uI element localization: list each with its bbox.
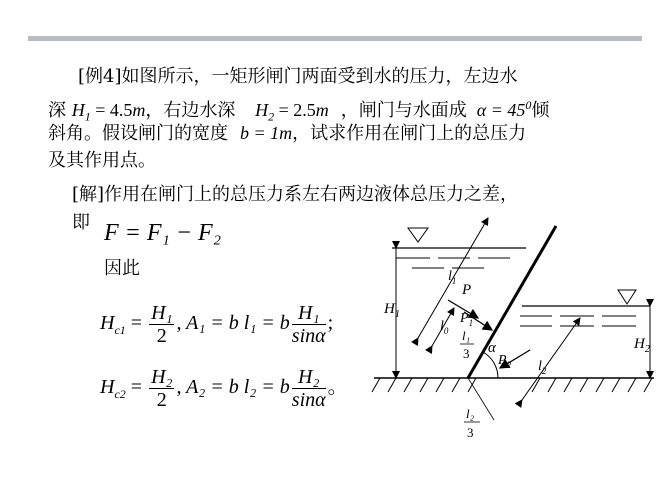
h2-unit: m xyxy=(315,100,329,120)
label-l1-third-denominator: 3 xyxy=(463,346,470,361)
label-l2: $l_2$ xyxy=(538,359,547,376)
h1-unit: m xyxy=(132,100,146,120)
hc2-symbol: H xyxy=(100,376,115,399)
label-h1: $H_1$ xyxy=(384,301,400,320)
force-equation: F = F₁ − F₂ xyxy=(104,220,222,246)
solution-ji: 即 xyxy=(72,212,90,233)
alpha-degree: 0 xyxy=(525,98,532,112)
label-l0: $l_0$ xyxy=(440,319,449,336)
a2-l2-expression: , A₂ = b l₂ = b xyxy=(176,376,290,399)
l2-denominator: sinα xyxy=(291,389,326,411)
example-text-2d: 倾 xyxy=(531,100,550,121)
h2-subscript: 2 xyxy=(268,109,275,124)
width-value: b = 1 xyxy=(240,123,280,143)
l1-numerator: H₁ xyxy=(292,302,326,325)
row1-end: ; xyxy=(327,312,334,335)
label-h2: $H_2$ xyxy=(634,336,650,355)
example-text-2c: ，闸门与水面成 xyxy=(340,100,467,121)
a1-l1-expression: , A₁ = b l₁ = b xyxy=(176,312,290,335)
hc2-subscript: c2 xyxy=(114,387,126,402)
left-water-level-icon xyxy=(408,228,428,242)
label-alpha: α xyxy=(488,340,496,356)
example-text-2b: ，右边水深 xyxy=(145,100,236,121)
hc2-denominator: 2 xyxy=(156,389,167,411)
hc2-eq: = xyxy=(125,376,148,399)
h2-symbol: H xyxy=(255,100,269,120)
label-l1: $l_1$ xyxy=(448,269,457,286)
right-water-level-icon xyxy=(618,290,636,304)
hc1-subscript: c1 xyxy=(114,323,126,338)
label-l2-third-denominator: 3 xyxy=(467,425,474,440)
ground-hatching xyxy=(372,378,652,392)
example-text-3a: 斜角。假设闸门的宽度 xyxy=(48,123,228,144)
solution-yinci: 因此 xyxy=(104,258,140,279)
hc2-numerator: H₂ xyxy=(151,366,173,388)
l2-numerator: H₂ xyxy=(292,366,326,389)
alpha-value: α = 45 xyxy=(476,100,526,120)
label-p1: $P_1$ xyxy=(460,311,474,328)
example-text-2a: 深 xyxy=(48,100,66,121)
left-water-dashes xyxy=(396,258,510,268)
hc1-numerator: H₁ xyxy=(151,302,173,324)
label-l1-third-numerator: l₁ xyxy=(462,328,471,343)
h2-value: = 2.5 xyxy=(274,100,316,120)
l1-denominator: sinα xyxy=(291,325,326,347)
gate-plate xyxy=(468,226,556,378)
example-tag: [例4] xyxy=(78,66,122,87)
row2-end: 。 xyxy=(327,376,348,399)
hc1-eq: = xyxy=(125,312,148,335)
width-unit: m xyxy=(279,123,293,143)
solution-tag: [解] xyxy=(72,184,105,205)
example-text-1: 如图所示，一矩形闸门两面受到水的压力，左边水 xyxy=(121,66,518,87)
hc1-symbol: H xyxy=(100,312,115,335)
label-p: P xyxy=(462,282,472,298)
example-text-4: 及其作用点。 xyxy=(48,150,156,171)
example-text-3b: ，试求作用在闸门上的总压力 xyxy=(292,123,527,144)
h1-value: = 4.5 xyxy=(90,100,133,120)
h1-subscript: 1 xyxy=(84,109,91,124)
label-p2: $P_2$ xyxy=(498,353,512,370)
label-l2-third-numerator: l₂ xyxy=(466,406,475,421)
solution-text-1: 作用在闸门上的总压力系左右两边液体总压力之差， xyxy=(104,184,519,205)
h1-symbol: H xyxy=(71,100,85,120)
hc1-denominator: 2 xyxy=(156,325,167,347)
